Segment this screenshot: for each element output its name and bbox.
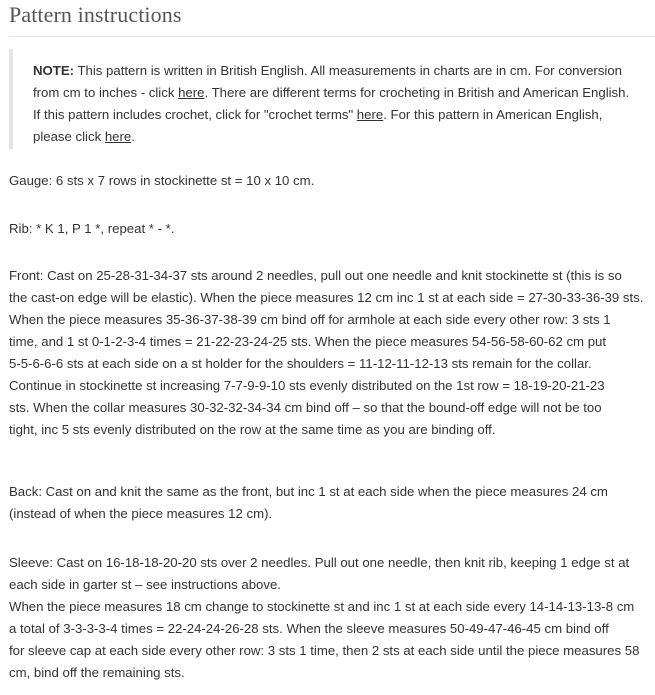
front-line: 5-5-6-6-6 sts at each side on a st holder for the shoulders = 11-12-11-12-13 sts remain for the collar. bbox=[9, 356, 592, 371]
american-english-link[interactable]: here bbox=[104, 129, 132, 144]
sleeve-line: each side in garter st – see instructions above. bbox=[9, 577, 281, 592]
title-divider bbox=[9, 36, 655, 37]
cm-to-inches-link[interactable]: here bbox=[178, 85, 205, 100]
front-line: time, and 1 st 0-1-2-3-4 times = 21-22-23-24-25 sts. When the piece measures 54-56-58-60-62 cm put bbox=[9, 334, 607, 349]
sleeve-line: for sleeve cap at each side every other row: 3 sts 1 time, then 2 sts at each side until the piece measures 58 bbox=[9, 643, 640, 658]
front-line: Front: Cast on 25-28-31-34-37 sts around 2 needles, pull out one needle and knit stockinette st (this is so bbox=[9, 268, 622, 283]
rib-paragraph: Rib: * K 1, P 1 *, repeat * - *. bbox=[9, 221, 175, 236]
sleeve-line: cm, bind off the remaining sts. bbox=[9, 665, 185, 680]
front-line: When the piece measures 35-36-37-38-39 cm bind off for armhole at each side every other row: 3 sts 1 bbox=[9, 312, 611, 327]
note-text-3: . For this pattern in American English, please click bbox=[33, 107, 603, 144]
note-text-4: . bbox=[131, 129, 135, 144]
back-line: (instead of when the piece measures 12 cm). bbox=[9, 506, 273, 521]
front-line: Continue in stockinette st increasing 7-7-9-9-10 sts evenly distributed on the 1st row = 18-19-20-21-23 bbox=[9, 378, 605, 393]
back-line: Back: Cast on and knit the same as the front, but inc 1 st at each side when the piece measures 24 cm bbox=[9, 484, 608, 499]
note-text-2: . There are different terms for crocheting in British and American English. If this pattern includes crochet, click for "crochet terms" bbox=[33, 85, 630, 122]
sleeve-line: a total of 3-3-3-3-4 times = 22-24-24-26-28 sts. When the sleeve measures 50-49-47-46-45 cm bind off bbox=[9, 621, 609, 636]
front-paragraph bbox=[9, 265, 655, 441]
note-text-1: This pattern is written in British English. All measurements in charts are in cm. For conversion from cm to inches - click bbox=[33, 63, 623, 100]
note-box bbox=[9, 49, 637, 149]
sleeve-paragraph bbox=[9, 552, 655, 684]
front-line: the cast-on edge will be elastic). When the piece measures 12 cm inc 1 st at each side = 27-30-33-36-39 sts. bbox=[9, 290, 644, 305]
back-paragraph bbox=[9, 481, 655, 525]
gauge-paragraph: Gauge: 6 sts x 7 rows in stockinette st = 10 x 10 cm. bbox=[9, 173, 315, 188]
front-line: sts. When the collar measures 30-32-32-34-34 cm bind off – so that the bound-off edge will not be too bbox=[9, 400, 602, 415]
sleeve-line: When the piece measures 18 cm change to stockinette st and inc 1 st at each side every 14-14-13-13-8 cm bbox=[9, 599, 635, 614]
page-title: Pattern instructions bbox=[9, 2, 182, 27]
note-label: NOTE: bbox=[33, 63, 75, 78]
crochet-terms-link[interactable]: here bbox=[356, 107, 384, 122]
sleeve-line: Sleeve: Cast on 16-18-18-20-20 sts over 2 needles. Pull out one needle, then knit rib, keeping 1 edge st at bbox=[9, 555, 630, 570]
front-line: tight, inc 5 sts evenly distributed on the row at the same time as you are binding off. bbox=[9, 422, 496, 437]
